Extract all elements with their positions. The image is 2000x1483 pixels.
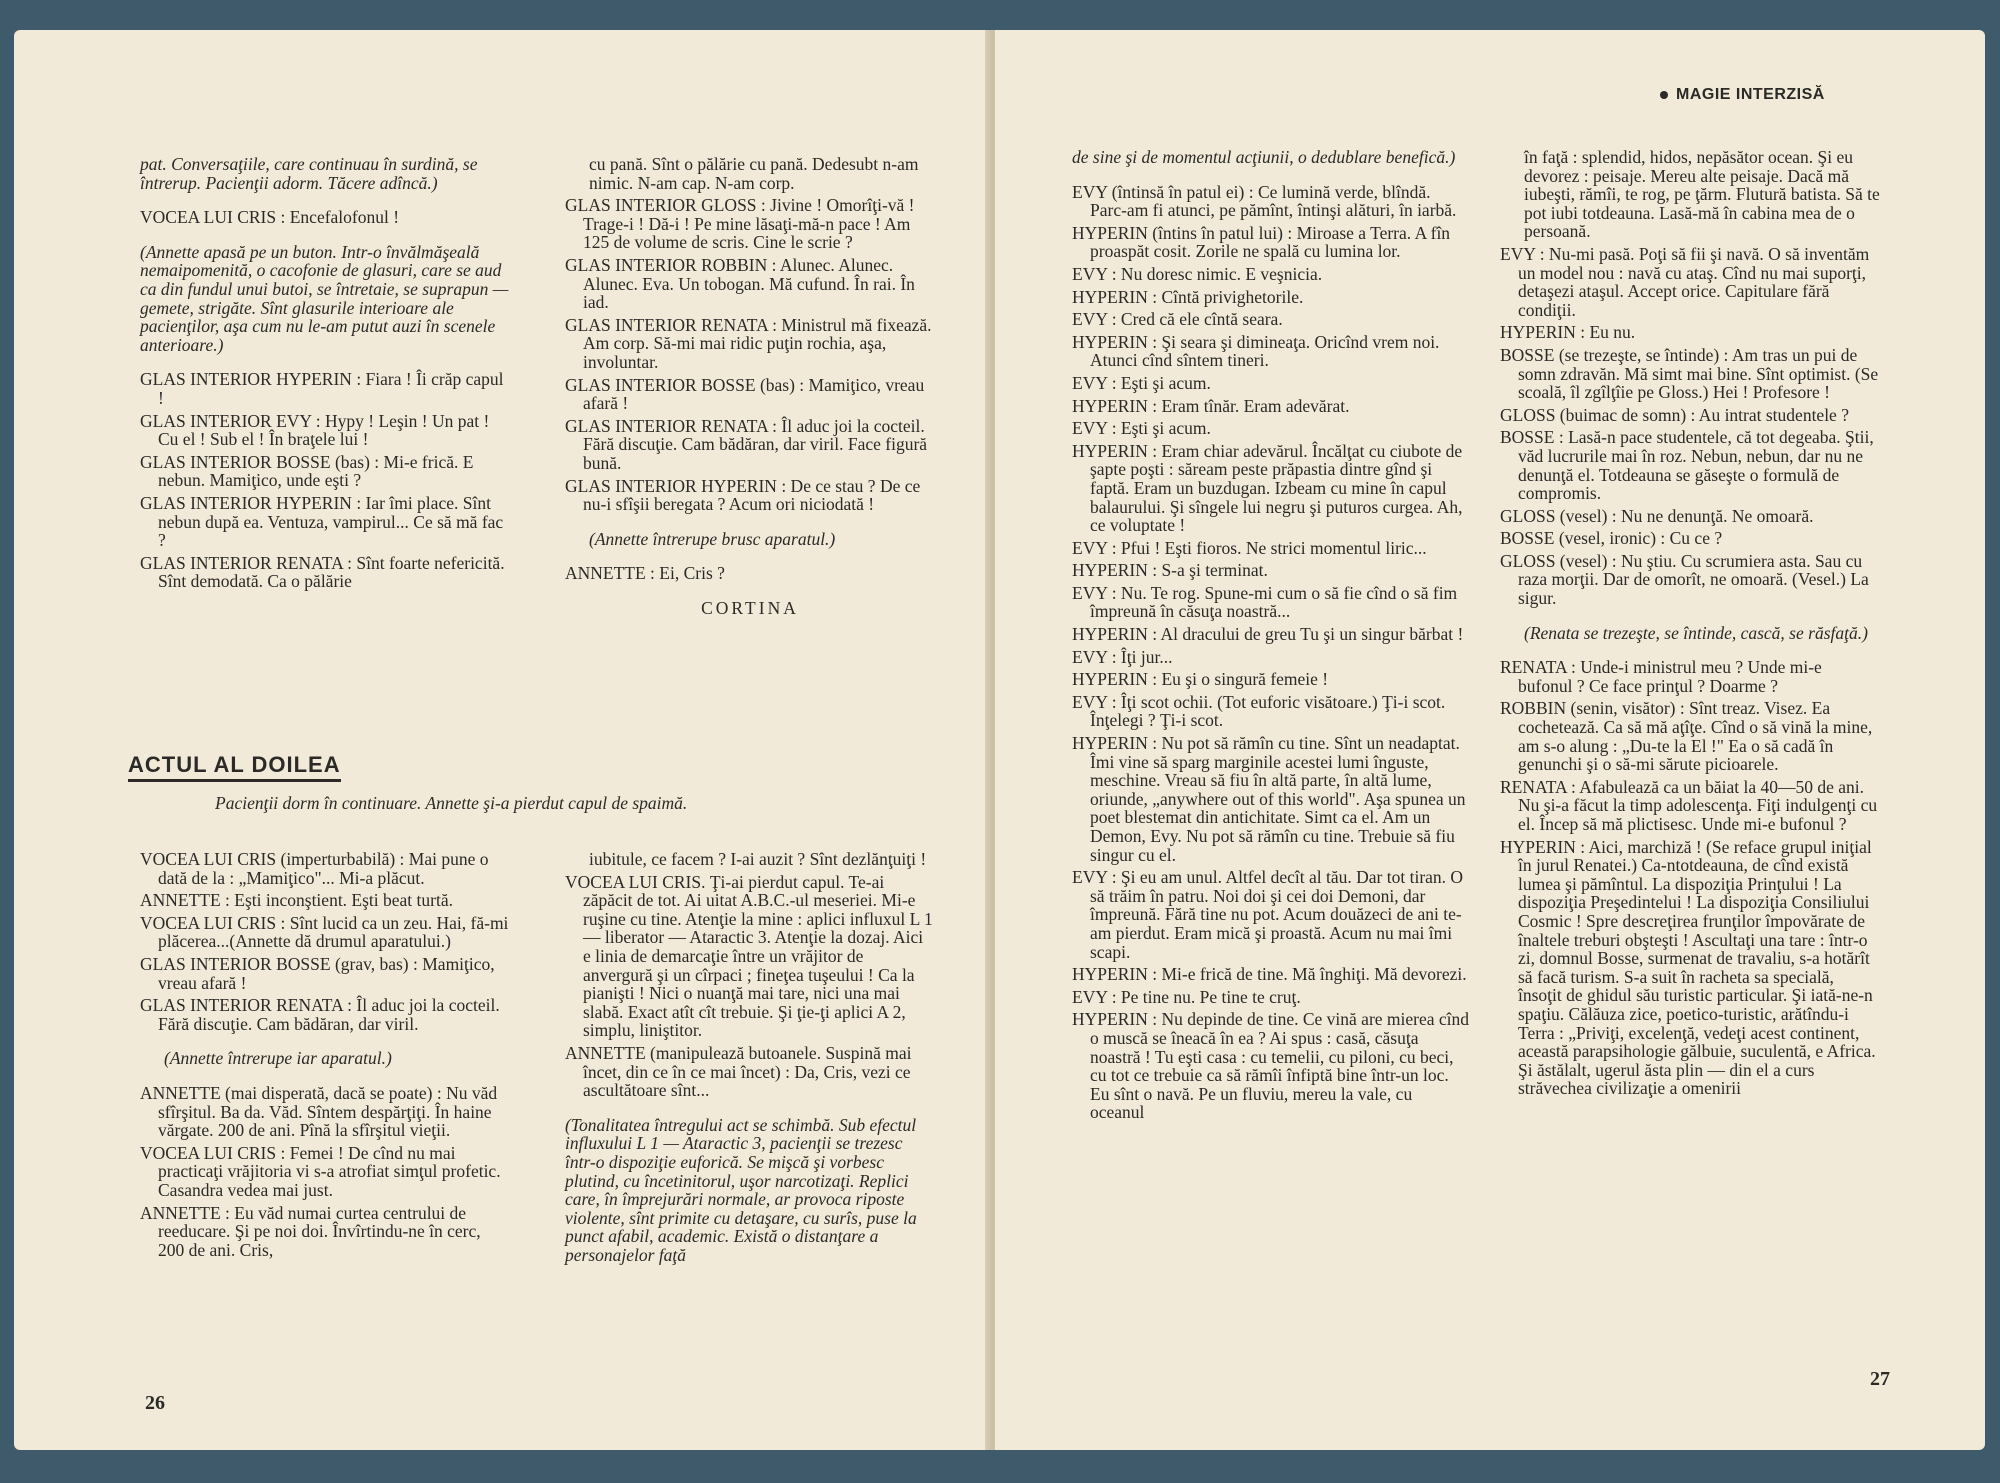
dialogue-line: HYPERIN : S-a şi terminat. <box>1072 560 1268 581</box>
curtain-label: CORTINA <box>701 597 799 618</box>
dialogue-line: HYPERIN : Eu nu. <box>1500 322 1636 343</box>
left-column-1-top <box>140 155 510 595</box>
dialogue-line: VOCEA LUI CRIS : Encefalofonul ! <box>140 207 400 228</box>
dialogue-line: GLAS INTERIOR BOSSE (grav, bas) : Mamiţico, vreau afară ! <box>140 953 495 993</box>
running-header <box>1660 86 1825 104</box>
dialogue-line: HYPERIN : Nu pot să rămîn cu tine. Sînt un neadaptat. Îmi vine să sparg marginile acestei lumi înguste, meschine. Vreau să fiu în altă parte, în altă lume, oriunde, „anywhere out of this world". Aşa spunea un poet blestemat din antichitate. Simt ca el. Am un Demon, Evy. Nu pot să rămîn cu tine. Trebuie să fiu singur cu el. <box>1072 733 1466 865</box>
dialogue-line: GLAS INTERIOR RENATA : Îl aduc joi la cocteil. Fără discuţie. Cam bădăran, dar viril. Face figură bună. <box>565 415 928 473</box>
dialogue-line: GLAS INTERIOR BOSSE (bas) : Mamiţico, vreau afară ! <box>565 374 925 414</box>
left-column-2-top <box>565 155 935 621</box>
dialogue-line: HYPERIN : Eu şi o singură femeie ! <box>1072 669 1329 690</box>
dialogue-line: EVY : Eşti şi acum. <box>1072 418 1211 439</box>
dialogue-line: BOSSE (vesel, ironic) : Cu ce ? <box>1500 528 1723 549</box>
stage-direction: (Annette întrerupe brusc aparatul.) <box>589 528 836 549</box>
dialogue-line: GLAS INTERIOR RENATA : Ministrul mă fixează. Am corp. Să-mi mai ridic puţin rochia, aşa, involuntar. <box>565 314 932 372</box>
dialogue-line: GLAS INTERIOR BOSSE (bas) : Mi-e frică. E nebun. Mamiţico, unde eşti ? <box>140 451 474 491</box>
left-column-1-bottom <box>140 850 510 1263</box>
dialogue-line: RENATA : Afabulează ca un băiat la 40—50 de ani. Nu şi-a făcut la timp adolescenţa. Fiţi indulgenţi cu el. Încep să mă plictisesc. Unde mi-e bufonul ? <box>1500 776 1878 834</box>
header-title: MAGIE INTERZISĂ <box>1676 86 1825 103</box>
dialogue-line: HYPERIN : Şi seara şi dimineaţa. Oricînd vrem noi. Atunci cînd sîntem tineri. <box>1072 331 1440 371</box>
dialogue-line: HYPERIN : Eram chiar adevărul. Încălţat cu ciubote de şapte poşti : săream peste prăpastia dintre gînd şi faptă. Eram un buzdugan. Izbeam cu mine în capul balaurului. Şi sîngele lui negru şi puturos curgea. Ah, ce voluptate ! <box>1072 440 1463 536</box>
bullet-icon <box>1660 91 1668 99</box>
stage-direction: (Annette apasă pe un buton. Intr-o învălmăşeală nemaipomenită, o cacofonie de glasuri, care se aud ca din fundul unui butoi, se întretaie, se suprapun — gemete, strigăte. Sînt glasurile interioare ale pacienţilor, aşa cum nu le-am putut auzi în scenele anterioare.) <box>140 241 509 355</box>
dialogue-line: cu pană. Sînt o pălărie cu pană. Dedesubt n-am nimic. N-am cap. N-am corp. <box>589 154 919 193</box>
dialogue-line: ANNETTE (manipulează butoanele. Suspină mai încet, din ce în ce mai încet) : Da, Cris, vezi ce ascultătoare sînt... <box>565 1042 912 1101</box>
dialogue-line: EVY : Nu doresc nimic. E veşnicia. <box>1072 263 1323 284</box>
dialogue-line: HYPERIN : Eram tînăr. Eram adevărat. <box>1072 395 1350 416</box>
dialogue-line: EVY : Eşti şi acum. <box>1072 372 1211 393</box>
dialogue-line: HYPERIN : Al dracului de greu Tu şi un singur bărbat ! <box>1072 624 1464 645</box>
dialogue-line: GLAS INTERIOR EVY : Hypy ! Leşin ! Un pat ! Cu el ! Sub el ! În braţele lui ! <box>140 410 490 450</box>
stage-direction: (Annette întrerupe iar aparatul.) <box>164 1048 392 1069</box>
right-column-2 <box>1500 148 1880 1102</box>
dialogue-line: ANNETTE : Eşti inconştient. Eşti beat turtă. <box>140 890 453 911</box>
dialogue-line: GLAS INTERIOR GLOSS : Jivine ! Omorîţi-vă ! Trage-i ! Dă-i ! Pe mine lăsaţi-mă-n pace ! Am 125 de volume de scris. Cine le scrie ? <box>565 195 915 253</box>
dialogue-line: GLOSS (vesel) : Nu ştiu. Cu scrumiera asta. Sau cu raza morţii. Dar de omorît, ne omoară. (Vesel.) La sigur. <box>1500 550 1869 609</box>
left-column-2-bottom <box>565 850 935 1268</box>
dialogue-line: GLAS INTERIOR ROBBIN : Alunec. Alunec. Alunec. Eva. Un tobogan. Mă cufund. În rai. În iad. <box>565 254 915 313</box>
dialogue-line: VOCEA LUI CRIS. Ţi-ai pierdut capul. Te-ai zăpăcit de tot. Ai uitat A.B.C.-ul meseriei. Mi-e ruşine cu tine. Atenţie la mine : aplici influxul L 1 — liberator — Ataractic 3. Atenţie la dozaj. Aici e linia de demarcaţie între un vrăjitor de anvergură şi un cîrpaci ; fineţea tuşeului ! Ca la pianişti ! Nici o nuanţă mai tare, nici una mai slabă. Exact atît cît trebuie. Şi ţie-ţi aplici A 2, simplu, liniştitor. <box>565 871 933 1041</box>
dialogue-line: EVY : Cred că ele cîntă seara. <box>1072 309 1283 330</box>
right-column-1 <box>1072 148 1470 1126</box>
dialogue-line: VOCEA LUI CRIS : Sînt lucid ca un zeu. Hai, fă-mi plăcerea...(Annette dă drumul aparatului.) <box>140 912 509 952</box>
dialogue-line: EVY : Nu-mi pasă. Poţi să fii şi navă. O să inventăm un model nou : navă cu ataş. Cînd nu mai suporţi, detaşezi ataşul. Accept orice. Capitulare fără condiţii. <box>1500 243 1870 320</box>
dialogue-line: ANNETTE : Eu văd numai curtea centrului de reeducare. Şi pe noi doi. Învîrtindu-ne în cerc, 200 de ani. Cris, <box>140 1202 481 1260</box>
dialogue-line: BOSSE : Lasă-n pace studentele, că tot degeaba. Ştii, văd lucrurile mai în roz. Nebun, nebun, dar nu ne denunţă el. Totdeauna se găseşte o formulă de compromis. <box>1500 427 1874 504</box>
dialogue-line: VOCEA LUI CRIS (imperturbabilă) : Mai pune o dată de la : „Mamiţico"... Mi-a plăcut. <box>140 849 489 888</box>
dialogue-line: GLAS INTERIOR RENATA : Sînt foarte nefericită. Sînt demodată. Ca o pălărie <box>140 552 505 592</box>
dialogue-line: BOSSE (se trezeşte, se întinde) : Am tras un pui de somn zdravăn. Mă simt mai bine. Sînt optimist. (Se scoală, îl zgîlţîie pe Gloss.) Hei ! Profesore ! <box>1500 344 1879 403</box>
dialogue-line: GLAS INTERIOR HYPERIN : Fiara ! Îi crăp capul ! <box>140 369 504 408</box>
act-title: ACTUL AL DOILEA <box>128 752 341 782</box>
dialogue-line: GLAS INTERIOR RENATA : Îl aduc joi la cocteil. Fără discuţie. Cam bădăran, dar viril. <box>140 995 500 1034</box>
stage-direction: (Tonalitatea întregului act se schimbă. Sub efectul influxului L 1 — Ataractic 3, pacienţii se trezesc într-o dispoziţie euforică. Se mişcă şi vorbesc plutind, cu încetinitorul, uşor narcotizaţi. Replici care, în împrejurări normale, ar provoca riposte violente, sînt primite cu detaşare, cu surîs, puse la punct afabil, academic. Există o distanţare a personajelor faţă <box>565 1114 917 1265</box>
dialogue-line: ROBBIN (senin, visător) : Sînt treaz. Visez. Ea cochetează. Ca să mă aţîţe. Cînd o să vină la mine, am s-o alung : „Du-te la El !" Ea o să cadă în genunchi şi o să-mi sărute picioarele. <box>1500 698 1873 775</box>
dialogue-line: iubitule, ce facem ? I-ai auzit ? Sînt dezlănţuiţi ! <box>589 849 927 869</box>
dialogue-line: GLAS INTERIOR HYPERIN : Iar îmi place. Sînt nebun după ea. Ventuza, vampirul... Ce să mă fac ? <box>140 492 504 551</box>
dialogue-line: ANNETTE (mai disperată, dacă se poate) : Nu văd sfîrşitul. Ba da. Văd. Sîntem despărţiţi. În haine vărgate. 200 de ani. Pînă la sfîrşitul vieţii. <box>140 1082 498 1141</box>
dialogue-line: EVY (întinsă în patul ei) : Ce lumină verde, blîndă. Parc-am fi atunci, pe pămînt, întinşi alături, în iarbă. <box>1072 181 1457 221</box>
page-number-right: 27 <box>1870 1368 1890 1390</box>
stage-direction: de sine şi de momentul acţiunii, o dedublare benefică.) <box>1072 147 1456 167</box>
dialogue-line: GLOSS (vesel) : Nu ne denunţă. Ne omoară. <box>1500 505 1814 526</box>
dialogue-line: HYPERIN : Nu depinde de tine. Ce vină are mierea cînd o muscă se îneacă în ea ? Ai spus : casă, căsuţa noastră ! Tu eşti casa : cu temelii, cu piloni, cu beci, cu tot ce trebuie ca să rămîi înfiptă bine într-un loc. Eu sînt o navă. Pe un fluviu, mereu la vale, cu oceanul <box>1072 1009 1470 1123</box>
dialogue-line: HYPERIN : Cîntă privighetorile. <box>1072 286 1304 307</box>
dialogue-line: HYPERIN (întins în patul lui) : Miroase a Terra. A fîn proaspăt cosit. Zorile ne spală cu lumina lor. <box>1072 222 1451 262</box>
dialogue-line: GLAS INTERIOR HYPERIN : De ce stau ? De ce nu-i sfîşii beregata ? Acum ori niciodată ! <box>565 475 921 515</box>
dialogue-line: EVY : Îţi scot ochii. (Tot euforic visătoare.) Ţi-i scot. Înţelegi ? Ţi-i scot. <box>1072 691 1446 731</box>
stage-direction: pat. Conversaţiile, care continuau în surdină, se întrerup. Pacienţii adorm. Tăcere adîncă.) <box>140 154 478 193</box>
dialogue-line: EVY : Şi eu am unul. Altfel decît al tău. Dar tot tiran. O să trăim în patru. Noi doi şi cei doi Demoni, dar împreună. Fără tine nu pot. Acum douăzeci de ani te-am pierdut. Eram mică şi proastă. Acum nu mai îmi scapi. <box>1072 867 1464 962</box>
dialogue-line: HYPERIN : Mi-e frică de tine. Mă înghiţi. Mă devorezi. <box>1072 964 1467 985</box>
dialogue-line: EVY : Pfui ! Eşti fioros. Ne strici momentul liric... <box>1072 537 1427 558</box>
dialogue-line: EVY : Îţi jur... <box>1072 646 1173 667</box>
dialogue-line: RENATA : Unde-i ministrul meu ? Unde mi-e bufonul ? Ce face prinţul ? Doarme ? <box>1500 657 1822 696</box>
page-number-left: 26 <box>145 1392 165 1414</box>
dialogue-line: EVY : Pe tine nu. Pe tine te cruţ. <box>1072 986 1301 1007</box>
dialogue-line: HYPERIN : Aici, marchiză ! (Se reface grupul iniţial în jurul Renatei.) Ca-ntotdeauna, de cînd există lumea şi pămîntul. La dispoziţia Prinţului ! La dispoziţia Preşedintelui ! La dispoziţia Consiliului Cosmic ! Spre descreţirea frunţilor împovărate de înaltele treburi obşteşti ! Ascultaţi una tare : într-o zi, domnul Bosse, surmenat de travaliu, s-a hotărît să facă turism. S-a suit în racheta sa specială, însoţit de ghidul său turistic particular. Şi iată-ne-n spaţiu. Călăuza zice, poetico-turistic, arătîndu-i Terra : „Priviţi, excelenţă, vedeţi acest continent, această parapsihologie gălbuie, suculentă, e Africa. Şi ăstălalt, ugerul ăsta plin — din el a curs străvechea civilizaţie a omenirii <box>1500 836 1876 1099</box>
act-subtitle: Pacienţii dorm în continuare. Annette şi-a pierdut capul de spaimă. <box>215 793 688 813</box>
stage-direction: (Renata se trezeşte, se întinde, cască, se răsfaţă.) <box>1524 622 1868 643</box>
dialogue-line: în faţă : splendid, hidos, nepăsător ocean. Şi eu devorez : peisaje. Mereu alte peisaje. Dacă mă iubeşti, rămîi, te rog, pe ţărm. Flutură batista. Să te pot iubi totdeauna. Lasă-mă în cabina mea de o persoană. <box>1524 147 1880 242</box>
dialogue-line: ANNETTE : Ei, Cris ? <box>565 563 725 584</box>
dialogue-line: VOCEA LUI CRIS : Femei ! De cînd nu mai practicaţi vrăjitoria vi s-a atrofiat simţul profetic. Casandra vedea mai just. <box>140 1142 501 1200</box>
dialogue-line: EVY : Nu. Te rog. Spune-mi cum o să fie cînd o să fim împreună în căsuţa noastră... <box>1072 582 1458 622</box>
dialogue-line: GLOSS (buimac de somn) : Au intrat studentele ? <box>1500 404 1849 425</box>
